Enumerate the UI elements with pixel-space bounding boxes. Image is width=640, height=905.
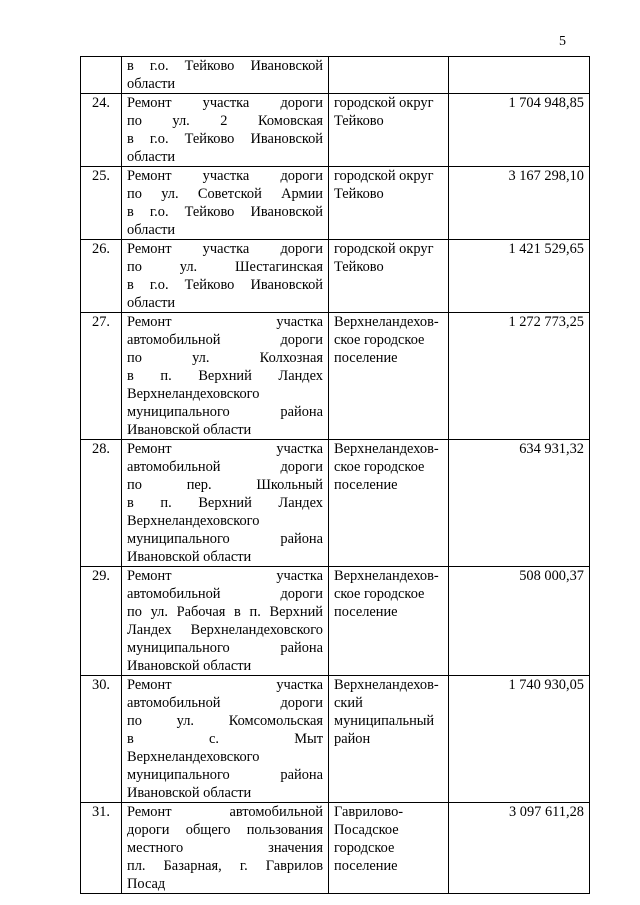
work-description bbox=[122, 167, 329, 240]
description-line: Ландех Верхнеландеховского bbox=[127, 622, 323, 638]
description-line: Ремонт участка дороги bbox=[127, 95, 323, 111]
municipality-line: район bbox=[334, 731, 371, 747]
description-line: Посад bbox=[127, 876, 166, 892]
municipality-line: Тейково bbox=[334, 186, 384, 202]
amount bbox=[449, 57, 590, 94]
description-line: области bbox=[127, 222, 176, 238]
description-line: в г.о. Тейково Ивановской bbox=[127, 204, 323, 220]
description-line: Ивановской области bbox=[127, 658, 252, 674]
municipality bbox=[329, 167, 449, 240]
municipality-line: ское городское bbox=[334, 459, 425, 475]
description-line: по ул. 2 Комовская bbox=[127, 113, 323, 129]
description-line: Верхнеландеховского bbox=[127, 749, 260, 765]
description-line: автомобильной дороги bbox=[127, 459, 323, 475]
municipality bbox=[329, 567, 449, 676]
table-row bbox=[81, 440, 590, 567]
work-description bbox=[122, 676, 329, 803]
work-description bbox=[122, 567, 329, 676]
row-number: 29. bbox=[81, 567, 122, 676]
table-row bbox=[81, 94, 590, 167]
work-description bbox=[122, 440, 329, 567]
road-repair-table bbox=[80, 56, 590, 894]
work-description bbox=[122, 313, 329, 440]
amount: 634 931,32 bbox=[449, 440, 590, 567]
municipality-line: Тейково bbox=[334, 113, 384, 129]
table-row bbox=[81, 676, 590, 803]
description-line: муниципального района bbox=[127, 404, 323, 420]
municipality-line: поселение bbox=[334, 350, 398, 366]
page-number: 5 bbox=[559, 34, 566, 49]
amount: 1 272 773,25 bbox=[449, 313, 590, 440]
description-line: области bbox=[127, 295, 176, 311]
municipality bbox=[329, 313, 449, 440]
description-line: Ремонт участка bbox=[127, 314, 323, 330]
amount: 3 167 298,10 bbox=[449, 167, 590, 240]
municipality bbox=[329, 440, 449, 567]
description-line: по ул. Советской Армии bbox=[127, 186, 323, 202]
row-number: 25. bbox=[81, 167, 122, 240]
description-line: по ул. Шестагинская bbox=[127, 259, 323, 275]
description-line: Верхнеландеховского bbox=[127, 386, 260, 402]
municipality-line: Посадское bbox=[334, 822, 399, 838]
table-row bbox=[81, 240, 590, 313]
description-line: области bbox=[127, 149, 176, 165]
description-line: в г.о. Тейково Ивановской bbox=[127, 58, 323, 74]
description-line: по ул. Колхозная bbox=[127, 350, 323, 366]
municipality-line: Гаврилово- bbox=[334, 804, 404, 820]
description-line: по ул. Комсомольская bbox=[127, 713, 323, 729]
description-line: местного значения bbox=[127, 840, 323, 856]
amount: 508 000,37 bbox=[449, 567, 590, 676]
description-line: Ремонт автомобильной bbox=[127, 804, 323, 820]
municipality-line: городской округ bbox=[334, 168, 434, 184]
municipality-line: Тейково bbox=[334, 259, 384, 275]
municipality bbox=[329, 676, 449, 803]
municipality-line: Верхнеландехов- bbox=[334, 568, 439, 584]
row-number: 30. bbox=[81, 676, 122, 803]
description-line: муниципального района bbox=[127, 531, 323, 547]
municipality-line: городской округ bbox=[334, 95, 434, 111]
table-body bbox=[81, 57, 590, 894]
municipality bbox=[329, 803, 449, 894]
municipality-line: городское bbox=[334, 840, 395, 856]
row-number: 24. bbox=[81, 94, 122, 167]
work-description bbox=[122, 803, 329, 894]
municipality-line: ское городское bbox=[334, 586, 425, 602]
municipality-line: ское городское bbox=[334, 332, 425, 348]
table-row bbox=[81, 313, 590, 440]
description-line: в п. Верхний Ландех bbox=[127, 368, 323, 384]
description-line: Ремонт участка дороги bbox=[127, 241, 323, 257]
row-number: 31. bbox=[81, 803, 122, 894]
table-row bbox=[81, 57, 590, 94]
description-line: Ремонт участка bbox=[127, 441, 323, 457]
municipality-line: Верхнеландехов- bbox=[334, 441, 439, 457]
description-line: Ивановской области bbox=[127, 785, 252, 801]
amount: 1 421 529,65 bbox=[449, 240, 590, 313]
description-line: Ремонт участка дороги bbox=[127, 168, 323, 184]
work-description bbox=[122, 240, 329, 313]
table-row bbox=[81, 803, 590, 894]
municipality-line: поселение bbox=[334, 858, 398, 874]
municipality-line: поселение bbox=[334, 604, 398, 620]
description-line: в п. Верхний Ландех bbox=[127, 495, 323, 511]
description-line: в с. Мыт bbox=[127, 731, 323, 747]
row-number: 26. bbox=[81, 240, 122, 313]
amount: 3 097 611,28 bbox=[449, 803, 590, 894]
municipality-line: муниципальный bbox=[334, 713, 435, 729]
description-line: муниципального района bbox=[127, 767, 323, 783]
description-line: пл. Базарная, г. Гаврилов bbox=[127, 858, 323, 874]
description-line: дороги общего пользования bbox=[127, 822, 323, 838]
description-line: автомобильной дороги bbox=[127, 695, 323, 711]
table-row bbox=[81, 567, 590, 676]
municipality-line: Верхнеландехов- bbox=[334, 677, 439, 693]
row-number bbox=[81, 57, 122, 94]
municipality-line: поселение bbox=[334, 477, 398, 493]
municipality-line: городской округ bbox=[334, 241, 434, 257]
amount: 1 740 930,05 bbox=[449, 676, 590, 803]
row-number: 27. bbox=[81, 313, 122, 440]
description-line: Верхнеландеховского bbox=[127, 513, 260, 529]
description-line: автомобильной дороги bbox=[127, 332, 323, 348]
description-line: в г.о. Тейково Ивановской bbox=[127, 277, 323, 293]
municipality bbox=[329, 94, 449, 167]
row-number: 28. bbox=[81, 440, 122, 567]
table-row bbox=[81, 167, 590, 240]
description-line: Ивановской области bbox=[127, 422, 252, 438]
description-line: области bbox=[127, 76, 176, 92]
municipality bbox=[329, 240, 449, 313]
description-line: в г.о. Тейково Ивановской bbox=[127, 131, 323, 147]
description-line: муниципального района bbox=[127, 640, 323, 656]
description-line: по ул. Рабочая в п. Верхний bbox=[127, 604, 323, 620]
description-line: автомобильной дороги bbox=[127, 586, 323, 602]
municipality-line: ский bbox=[334, 695, 363, 711]
municipality bbox=[329, 57, 449, 94]
work-description bbox=[122, 94, 329, 167]
description-line: по пер. Школьный bbox=[127, 477, 323, 493]
description-line: Ремонт участка bbox=[127, 568, 323, 584]
municipality-line: Верхнеландехов- bbox=[334, 314, 439, 330]
description-line: Ивановской области bbox=[127, 549, 252, 565]
amount: 1 704 948,85 bbox=[449, 94, 590, 167]
description-line: Ремонт участка bbox=[127, 677, 323, 693]
work-description bbox=[122, 57, 329, 94]
